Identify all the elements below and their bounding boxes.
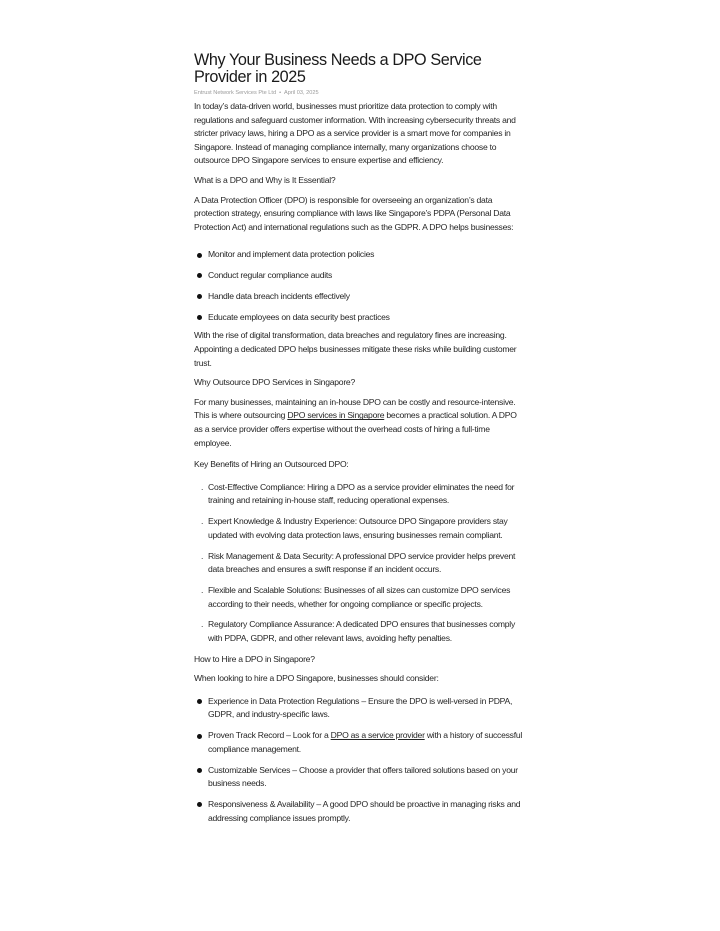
bullet-icon [197,315,202,320]
article-title: Why Your Business Needs a DPO Service Provider in 2025 [194,51,482,86]
list-item-text-part: with a history of successful compliance management. [208,730,523,754]
section-heading-how-to-hire: How to Hire a DPO in Singapore? [194,653,315,664]
list-item [194,695,526,722]
section-paragraph: With the rise of digital transformation, data breaches and regulatory fines are increasing. Appointing a dedicated DPO helps businesses mitigate these risks while building customer trust. [194,330,517,368]
list-item-text: Handle data breach incidents effectively [208,290,350,301]
list-item-text [208,730,522,754]
list-item [194,729,526,756]
bullet-icon [197,253,202,258]
list-item [194,515,526,542]
section-paragraph: When looking to hire a DPO Singapore, businesses should consider: [194,673,439,684]
list-item [194,764,526,791]
list-item-text: Expert Knowledge & Industry Experience: Outsource DPO Singapore providers stay updated with evolving data protection laws, ensuring businesses remain compliant. [208,516,508,540]
section-paragraph [194,396,526,450]
list-item-text: Experience in Data Protection Regulations – Ensure the DPO is well-versed in PDPA, GDPR, and industry-specific laws. [208,695,513,720]
publish-date: April 03, 2025 [284,90,319,96]
list-item-text: Responsiveness & Availability – A good DPO should be proactive in managing risks and addressing compliance issues promptly. [208,799,521,823]
list-item [194,311,526,325]
section-paragraph: A Data Protection Officer (DPO) is responsible for overseeing an organization’s data protection strategy, ensuring compliance with laws like Singapore’s PDPA (Personal Data Protection Act) and international regulations such as the GDPR. A DPO helps businesses: [194,194,514,232]
list-marker: . [201,481,204,492]
hiring-criteria-list [194,695,526,825]
intro-paragraph: In today’s data-driven world, businesses must prioritize data protection to comply with regulations and safeguard customer information. With increasing cybersecurity threats and stricter privacy laws, hiring a DPO as a service provider is a smart move for companies in Singapore. Instead of managing compliance internally, many organizations choose to outsource DPO Singapore services to ensure expertise and efficiency. [194,101,516,166]
list-item-text-part: Proven Track Record – Look for a [208,730,331,741]
bullet-icon [197,768,202,773]
list-item [194,269,526,283]
dpo-duties-list [194,248,526,324]
list-item [194,481,526,508]
list-item [194,290,526,304]
list-item-text: Customizable Services – Choose a provider that offers tailored solutions based on your business needs. [208,764,518,789]
list-item-text: Monitor and implement data protection policies [208,249,375,260]
bullet-icon [197,273,202,278]
list-marker: . [201,550,204,561]
list-item-text: Regulatory Compliance Assurance: A dedicated DPO ensures that businesses comply with PDPA, GDPR, and other relevant laws, avoiding hefty penalties. [208,619,515,643]
dpo-as-a-service-provider-link[interactable]: DPO as a service provider [330,730,425,741]
paragraph-text: becomes a practical solution. A DPO as a service provider offers expertise without the overhead costs of hiring a full-time employee. [194,410,517,448]
list-marker: . [201,584,204,595]
dpo-services-singapore-link[interactable]: DPO services in Singapore [287,410,385,421]
list-item-text: Risk Management & Data Security: A professional DPO service provider helps prevent data breaches and ensures a swift response if an incident occurs. [208,550,516,575]
article [194,0,526,825]
list-item [194,618,526,645]
benefits-list [194,481,526,646]
meta-separator: • [279,90,282,96]
list-marker: . [201,619,204,630]
bullet-icon [197,734,202,739]
section-heading-why-outsource: Why Outsource DPO Services in Singapore? [194,377,355,388]
bullet-icon [197,802,202,807]
list-marker: . [201,516,204,527]
paragraph-text: For many businesses, maintaining an in-house DPO can be costly and resource-intensive. This is where outsourcing [194,396,516,421]
list-item [194,550,526,577]
list-item [194,248,526,262]
list-item-text: Conduct regular compliance audits [208,270,333,281]
list-item-text: Educate employees on data security best practices [208,311,390,322]
author: Entrust Network Services Pte Ltd [194,90,277,96]
bullet-icon [197,699,202,704]
article-meta [194,89,526,97]
bullet-icon [197,294,202,299]
section-heading-what-is-dpo: What is a DPO and Why is It Essential? [194,174,336,185]
list-item-text: Flexible and Scalable Solutions: Businesses of all sizes can customize DPO services according to their needs, whether for ongoing compliance or specific projects. [208,584,511,609]
list-item [194,798,526,825]
benefits-heading: Key Benefits of Hiring an Outsourced DPO: [194,459,349,470]
list-item [194,584,526,611]
list-item-text: Cost-Effective Compliance: Hiring a DPO as a service provider eliminates the need for training and retaining in-house staff, reducing operational expenses. [208,481,515,506]
